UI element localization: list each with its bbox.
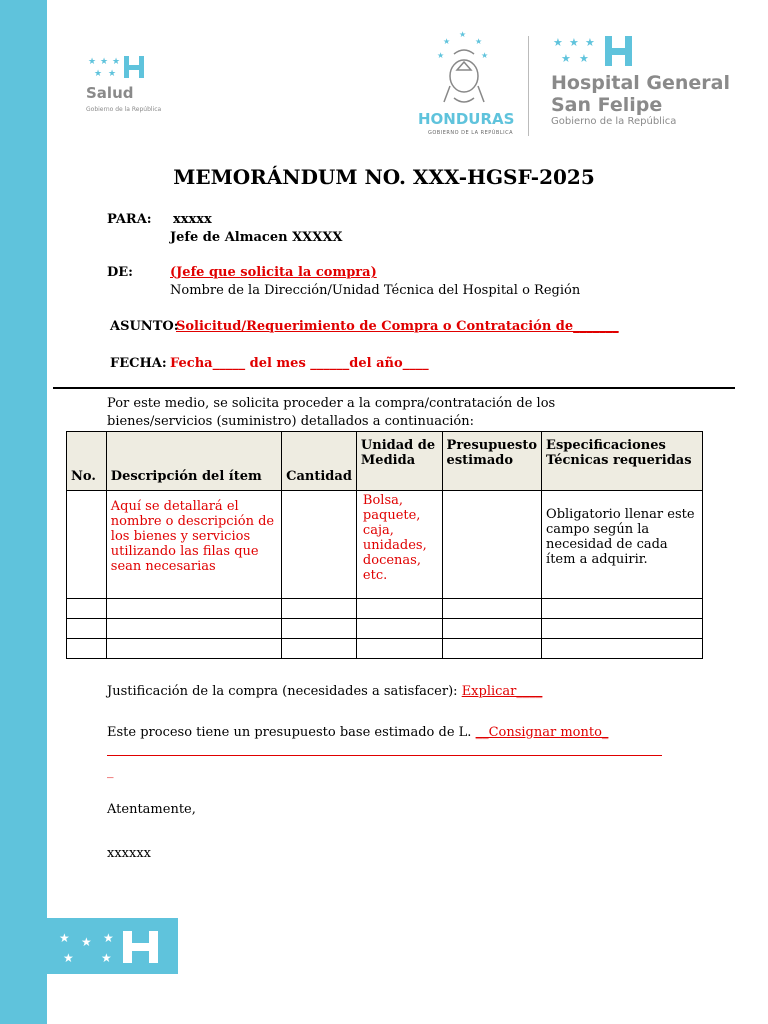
para-role: Jefe de Almacen XXXXX [170,230,343,245]
justificacion-line [107,684,542,699]
presupuesto-line [107,725,608,740]
svg-text:★: ★ [553,36,563,49]
closing-text: Atentamente, [107,802,196,817]
table-row [67,619,703,639]
col-header-presupuesto: Presupuesto estimado [442,432,541,491]
honduras-label: HONDURAS [418,110,515,128]
cell-cantidad[interactable] [282,491,357,599]
red-underline [107,755,662,756]
justificacion-value[interactable]: Explicar____ [461,684,543,699]
cell-presupuesto[interactable] [442,491,541,599]
stars-h-icon [47,918,178,974]
svg-text:★: ★ [94,69,103,79]
empty-cell[interactable] [442,599,541,619]
svg-text:★: ★ [475,37,483,46]
empty-cell[interactable] [356,619,442,639]
fecha-value: Fecha_____ del mes ______del año____ [170,356,429,371]
empty-cell[interactable] [542,599,703,619]
table-row [67,599,703,619]
para-name: xxxxx [173,212,212,227]
hospital-logo [551,34,751,144]
empty-cell[interactable] [106,619,281,639]
justificacion-label: Justificación de la compra (necesidades a satisfacer): [107,684,462,699]
svg-text:★: ★ [108,69,117,79]
svg-text:★: ★ [59,931,70,945]
red-dash: _ [107,764,114,779]
col-header-cantidad: Cantidad [282,432,357,491]
svg-text:★: ★ [101,951,112,965]
svg-text:★: ★ [561,52,571,65]
de-value: (Jefe que solicita la compra) [170,265,377,280]
cell-unidad[interactable]: Bolsa, paquete, caja, unidades, docenas, etc. [356,491,442,599]
table-header-row [67,432,703,491]
hospital-name-line2: San Felipe [551,94,663,116]
svg-text:★: ★ [459,30,467,39]
empty-cell[interactable] [542,639,703,659]
intro-line-2: bienes/servicios (suministro) detallados a continuación: [107,414,474,429]
col-header-especificaciones: Especificaciones Técnicas requeridas [542,432,703,491]
col-header-descripcion: Descripción del ítem [106,432,281,491]
presupuesto-value[interactable]: __Consignar monto_ [475,725,609,740]
table-row [67,491,703,599]
coat-of-arms-icon [410,28,520,108]
memo-title: MEMORÁNDUM NO. XXX-HGSF-2025 [173,165,595,189]
empty-cell[interactable] [282,599,357,619]
empty-cell[interactable] [442,619,541,639]
svg-text:★: ★ [100,57,109,67]
svg-text:★: ★ [63,951,74,965]
cell-descripcion[interactable]: Aquí se detallará el nombre o descripción de los bienes y servicios utilizando las filas que sean necesarias [106,491,281,599]
salud-logo [86,54,196,124]
cell-especificaciones[interactable]: Obligatorio llenar este campo según la necesidad de cada ítem a adquirir. [542,491,703,599]
empty-cell[interactable] [356,599,442,619]
left-color-band [0,0,47,1024]
col-header-unidad: Unidad de Medida [356,432,442,491]
svg-text:★: ★ [437,51,445,60]
empty-cell[interactable] [542,619,703,639]
svg-text:★: ★ [81,935,92,949]
empty-cell[interactable] [442,639,541,659]
empty-cell[interactable] [282,639,357,659]
fecha-label: FECHA: [110,356,167,371]
svg-text:★: ★ [585,36,595,49]
de-label: DE: [107,265,133,280]
para-label: PARA: [107,212,152,227]
stars-h-icon [551,34,651,70]
stars-h-icon [86,54,156,82]
svg-text:★: ★ [103,931,114,945]
empty-cell[interactable] [67,599,107,619]
honduras-logo [410,28,520,138]
honduras-subtitle: GOBIERNO DE LA REPÚBLICA [428,130,514,136]
salud-label: Salud [86,84,134,102]
horizontal-rule [53,387,735,389]
de-unit: Nombre de la Dirección/Unidad Técnica del Hospital o Región [170,283,581,298]
empty-cell[interactable] [106,639,281,659]
intro-line-1: Por este medio, se solicita proceder a la compra/contratación de los [107,396,556,411]
empty-cell[interactable] [356,639,442,659]
hospital-subtitle: Gobierno de la República [551,116,677,127]
empty-cell[interactable] [106,599,281,619]
empty-cell[interactable] [282,619,357,639]
cell-no[interactable] [67,491,107,599]
svg-text:★: ★ [579,52,589,65]
svg-text:★: ★ [443,37,451,46]
footer-logo-block [47,918,178,974]
svg-text:★: ★ [88,57,97,67]
salud-subtitle: Gobierno de la República [86,106,162,113]
asunto-label: ASUNTO: [110,319,179,334]
items-table [66,431,703,659]
svg-text:★: ★ [569,36,579,49]
presupuesto-label: Este proceso tiene un presupuesto base estimado de L. [107,725,476,740]
empty-cell[interactable] [67,619,107,639]
table-row [67,639,703,659]
logo-divider [528,36,529,136]
signature-placeholder: xxxxxx [107,846,151,861]
svg-text:★: ★ [481,51,489,60]
empty-cell[interactable] [67,639,107,659]
col-header-no: No. [67,432,107,491]
asunto-value: Solicitud/Requerimiento de Compra o Contratación de_______ [176,319,619,334]
svg-text:★: ★ [112,57,121,67]
hospital-name-line1: Hospital General [551,72,731,94]
